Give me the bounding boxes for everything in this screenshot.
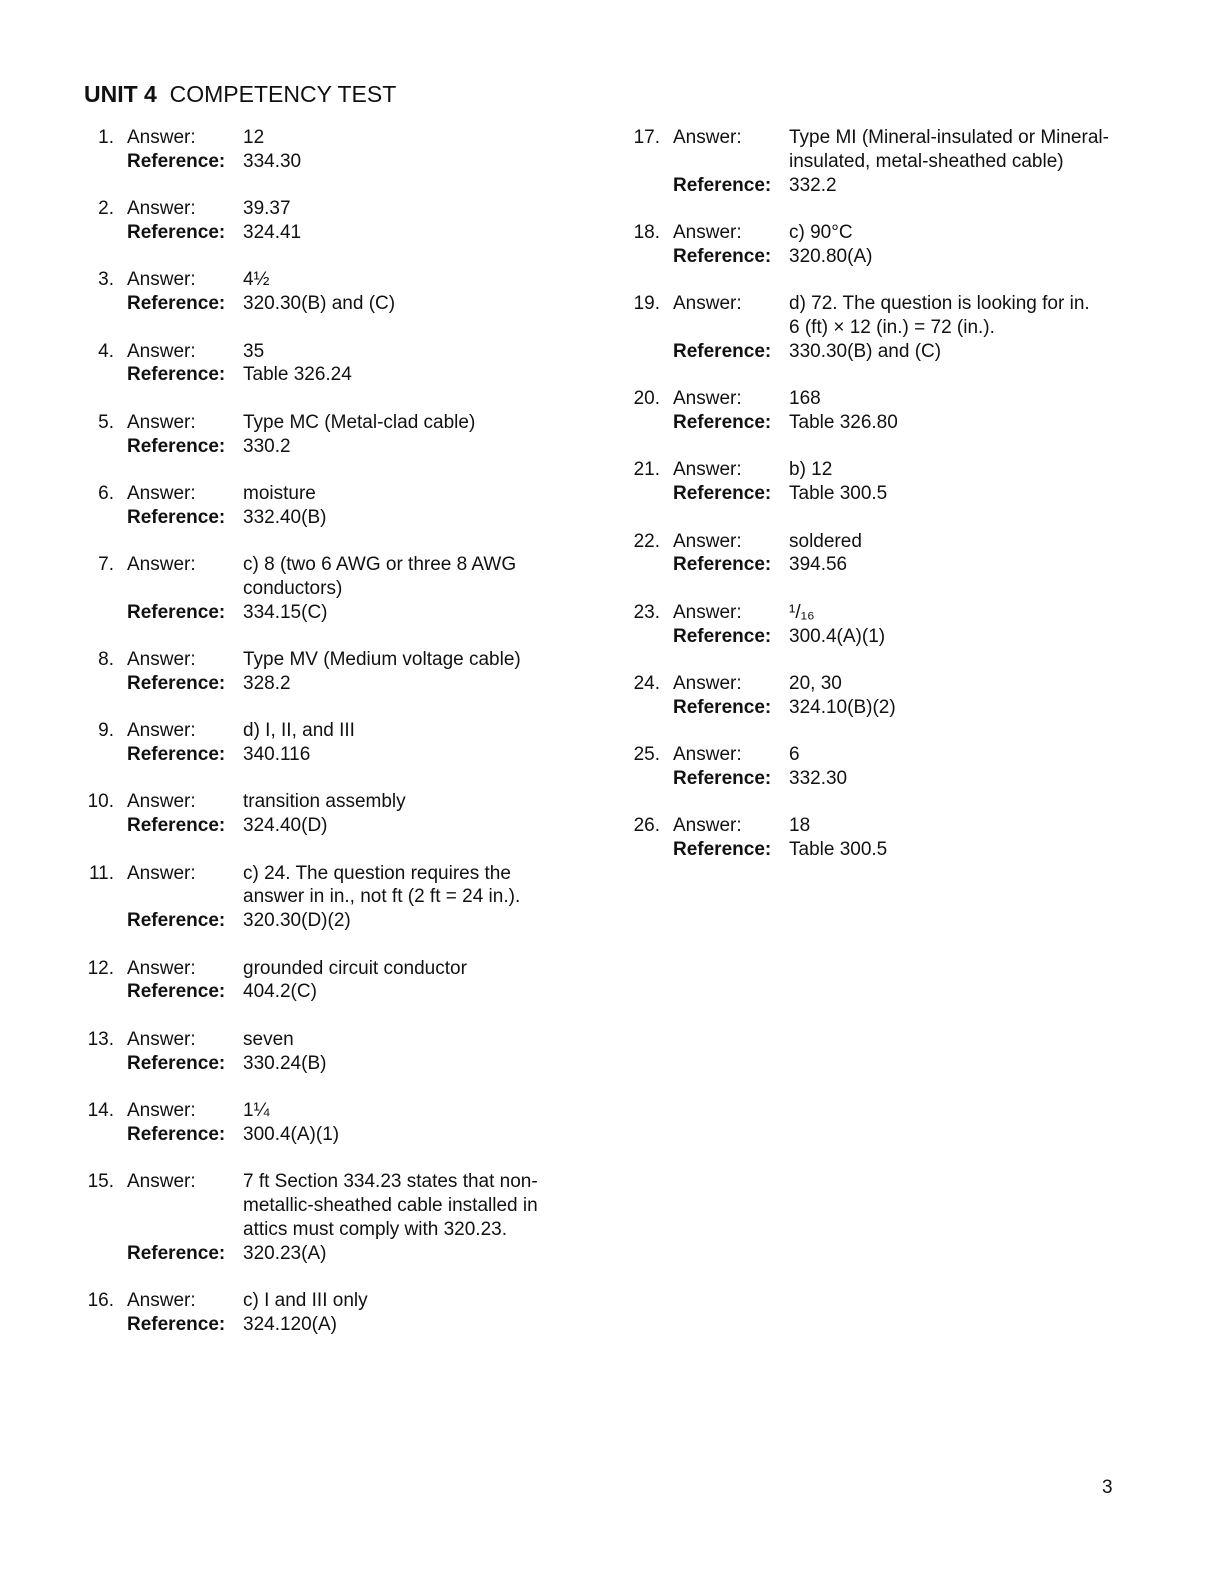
answer-value: d) I, II, and III — [243, 720, 355, 742]
reference-label: Reference: — [127, 221, 226, 243]
answer-label: Answer: — [127, 1171, 196, 1193]
item-number: 3. — [98, 269, 114, 291]
answer-label: Answer: — [673, 127, 742, 148]
reference-value: 300.4(A)(1) — [789, 625, 886, 647]
answer-label: Answer: — [127, 554, 196, 576]
reference-value: 320.80(A) — [789, 245, 873, 267]
item-number: 23. — [633, 601, 660, 623]
answer-row — [80, 268, 580, 292]
answer-label: Answer: — [127, 957, 196, 979]
reference-value: 332.2 — [789, 174, 837, 196]
reference-label: Reference: — [673, 696, 772, 718]
answer-row — [626, 292, 1156, 340]
reference-value: 324.40(D) — [243, 815, 328, 837]
answer-value: seven — [243, 1028, 294, 1050]
reference-value: 324.10(B)(2) — [789, 696, 896, 718]
answer-row — [626, 530, 1156, 554]
answer-item — [626, 221, 1156, 269]
answer-row — [80, 790, 580, 814]
reference-row — [80, 150, 580, 174]
answer-item — [626, 672, 1156, 720]
answer-row — [80, 482, 580, 506]
answer-value: 12 — [243, 127, 265, 148]
reference-row — [80, 221, 580, 245]
reference-row — [80, 909, 580, 933]
answer-label: Answer: — [127, 127, 196, 148]
item-number: 9. — [98, 720, 114, 742]
answer-row — [626, 387, 1156, 411]
answer-label: Answer: — [673, 815, 742, 837]
reference-label: Reference: — [673, 483, 772, 505]
answer-row — [80, 1289, 580, 1313]
answer-label: Answer: — [127, 269, 196, 291]
reference-value: 334.15(C) — [243, 601, 328, 623]
reference-label: Reference: — [673, 839, 772, 861]
reference-row — [626, 340, 1156, 364]
reference-label: Reference: — [127, 910, 226, 932]
answer-item — [80, 1289, 580, 1337]
reference-value: 340.116 — [243, 744, 311, 766]
answer-row — [626, 601, 1156, 625]
reference-value: Table 300.5 — [789, 839, 888, 861]
answer-label: Answer: — [127, 411, 196, 433]
answer-item — [626, 126, 1156, 197]
answer-item — [626, 601, 1156, 649]
answer-value: c) 90°C — [789, 221, 853, 243]
reference-label: Reference: — [673, 625, 772, 647]
answer-value: transition assembly — [243, 791, 406, 813]
reference-value: 330.2 — [243, 435, 291, 457]
reference-label: Reference: — [127, 150, 226, 172]
answer-value: c) I and III only — [243, 1290, 368, 1311]
answer-value: c) 8 (two 6 AWG or three 8 AWG conductors) — [243, 554, 517, 599]
item-number: 2. — [98, 198, 114, 220]
answer-item — [80, 268, 580, 316]
item-number: 25. — [633, 744, 660, 766]
answer-item — [626, 458, 1156, 506]
reference-value: 320.30(D)(2) — [243, 910, 351, 932]
item-number: 21. — [633, 459, 660, 481]
item-number: 22. — [633, 530, 660, 552]
item-number: 19. — [633, 293, 660, 315]
answer-row — [626, 672, 1156, 696]
answer-item — [80, 719, 580, 767]
reference-label: Reference: — [127, 1242, 226, 1264]
reference-row — [626, 767, 1156, 791]
answer-row — [80, 340, 580, 364]
answer-value: 20, 30 — [789, 672, 842, 694]
answer-value: 4½ — [243, 269, 270, 291]
reference-value: 324.120(A) — [243, 1313, 338, 1335]
answer-row — [626, 814, 1156, 838]
reference-row — [80, 814, 580, 838]
answer-row — [626, 458, 1156, 482]
answer-label: Answer: — [127, 1028, 196, 1050]
answer-row — [80, 411, 580, 435]
answer-row — [80, 648, 580, 672]
answer-value: 168 — [789, 388, 821, 410]
reference-value: 320.23(A) — [243, 1242, 327, 1264]
answer-item — [80, 1099, 580, 1147]
answer-label: Answer: — [127, 198, 196, 220]
answer-value: c) 24. The question requires the answer in in., not ft (2 ft = 24 in.). — [243, 862, 521, 908]
answer-value: b) 12 — [789, 459, 833, 481]
answer-label: Answer: — [127, 720, 196, 742]
item-number: 24. — [633, 672, 660, 694]
answer-label: Answer: — [673, 530, 742, 552]
reference-row — [80, 1123, 580, 1147]
reference-row — [626, 174, 1156, 198]
reference-label: Reference: — [673, 554, 772, 576]
item-number: 7. — [98, 554, 114, 576]
answer-item — [80, 126, 580, 174]
answer-label: Answer: — [127, 340, 196, 362]
answer-row — [80, 197, 580, 221]
answer-value: moisture — [243, 482, 316, 504]
answer-item — [80, 1028, 580, 1076]
answer-row — [80, 719, 580, 743]
page-title — [84, 80, 396, 108]
reference-label: Reference: — [127, 364, 226, 386]
reference-label: Reference: — [127, 744, 226, 766]
answer-label: Answer: — [127, 1100, 196, 1122]
answer-item — [80, 482, 580, 530]
reference-row — [626, 411, 1156, 435]
unit-label: UNIT 4 — [84, 81, 157, 107]
answer-item — [80, 862, 580, 933]
item-number: 15. — [87, 1171, 114, 1193]
reference-value: 332.40(B) — [243, 506, 327, 528]
answer-value: soldered — [789, 530, 862, 552]
answer-row — [626, 221, 1156, 245]
answer-row — [80, 1170, 580, 1241]
answer-row — [80, 957, 580, 981]
answer-label: Answer: — [673, 672, 742, 694]
reference-label: Reference: — [127, 1052, 226, 1074]
left-column — [80, 126, 580, 1360]
reference-row — [626, 625, 1156, 649]
reference-label: Reference: — [127, 293, 226, 315]
answer-value: 6 — [789, 744, 800, 766]
answer-value: grounded circuit conductor — [243, 957, 467, 979]
answer-value: 1¼ — [243, 1100, 270, 1122]
reference-row — [80, 672, 580, 696]
reference-row — [626, 245, 1156, 269]
reference-row — [80, 435, 580, 459]
answer-label: Answer: — [127, 1290, 196, 1311]
answer-value: 39.37 — [243, 198, 291, 220]
reference-row — [80, 980, 580, 1004]
answer-value: 18 — [789, 815, 811, 837]
item-number: 14. — [87, 1100, 114, 1122]
answer-label: Answer: — [673, 601, 742, 623]
answer-value: ¹/₁₆ — [789, 601, 815, 623]
answer-item — [626, 530, 1156, 578]
reference-row — [80, 506, 580, 530]
answer-label: Answer: — [673, 459, 742, 481]
reference-row — [80, 292, 580, 316]
answer-label: Answer: — [673, 293, 742, 315]
answer-label: Answer: — [127, 862, 196, 884]
answer-value: Type MI (Mineral-insulated or Mineral- insulated, metal-sheathed cable) — [789, 127, 1109, 172]
answer-label: Answer: — [127, 791, 196, 813]
answer-value: d) 72. The question is looking for in. 6 (ft) × 12 (in.) = 72 (in.). — [789, 293, 1090, 338]
reference-row — [80, 1242, 580, 1266]
reference-value: Table 300.5 — [789, 483, 888, 505]
answer-item — [80, 1170, 580, 1265]
title-text: COMPETENCY TEST — [169, 81, 397, 107]
item-number: 13. — [87, 1028, 114, 1050]
reference-label: Reference: — [673, 245, 772, 267]
reference-value: 300.4(A)(1) — [243, 1123, 340, 1145]
answer-value: Type MC (Metal-clad cable) — [243, 411, 476, 433]
reference-value: 330.24(B) — [243, 1052, 327, 1074]
item-number: 16. — [87, 1290, 114, 1311]
answer-item — [626, 292, 1156, 363]
answer-label: Answer: — [673, 744, 742, 766]
reference-label: Reference: — [673, 411, 772, 433]
reference-label: Reference: — [673, 174, 772, 196]
reference-row — [626, 553, 1156, 577]
reference-label: Reference: — [127, 506, 226, 528]
right-column — [626, 126, 1156, 885]
answer-row — [80, 1028, 580, 1052]
reference-value: 404.2(C) — [243, 981, 317, 1003]
item-number: 4. — [98, 340, 114, 362]
reference-value: 332.30 — [789, 767, 848, 789]
item-number: 11. — [88, 862, 114, 884]
item-number: 18. — [633, 221, 660, 243]
answer-item — [626, 743, 1156, 791]
reference-label: Reference: — [127, 981, 226, 1003]
reference-value: 334.30 — [243, 150, 302, 172]
answer-row — [80, 553, 580, 601]
answer-value: Type MV (Medium voltage cable) — [243, 649, 521, 671]
reference-label: Reference: — [127, 672, 226, 694]
item-number: 6. — [98, 482, 114, 504]
reference-row — [80, 1052, 580, 1076]
reference-value: 330.30(B) and (C) — [789, 340, 942, 362]
reference-row — [80, 1313, 580, 1337]
answer-item — [80, 957, 580, 1005]
reference-row — [80, 601, 580, 625]
item-number: 17. — [633, 127, 660, 148]
answer-item — [626, 814, 1156, 862]
answer-row — [626, 126, 1156, 174]
item-number: 10. — [87, 791, 114, 813]
reference-label: Reference: — [673, 767, 772, 789]
answer-item — [80, 411, 580, 459]
answer-item — [80, 340, 580, 388]
item-number: 12. — [87, 957, 114, 979]
reference-row — [626, 482, 1156, 506]
answer-row — [80, 862, 580, 910]
reference-label: Reference: — [127, 815, 226, 837]
reference-value: 328.2 — [243, 672, 291, 694]
answer-label: Answer: — [127, 482, 196, 504]
page-number: 3 — [1102, 1477, 1113, 1498]
reference-value: Table 326.80 — [789, 411, 898, 433]
reference-value: Table 326.24 — [243, 364, 352, 386]
item-number: 26. — [633, 815, 660, 837]
answer-row — [626, 743, 1156, 767]
answer-item — [80, 790, 580, 838]
reference-label: Reference: — [127, 601, 226, 623]
answer-label: Answer: — [673, 388, 742, 410]
item-number: 8. — [98, 649, 114, 671]
answer-label: Answer: — [673, 221, 742, 243]
item-number: 1. — [98, 127, 114, 148]
reference-row — [80, 363, 580, 387]
answer-item — [626, 387, 1156, 435]
item-number: 5. — [98, 411, 114, 433]
item-number: 20. — [633, 388, 660, 410]
reference-row — [80, 743, 580, 767]
answer-item — [80, 197, 580, 245]
reference-label: Reference: — [673, 340, 772, 362]
reference-row — [626, 838, 1156, 862]
reference-value: 394.56 — [789, 554, 848, 576]
answer-value: 7 ft Section 334.23 states that non- metallic-sheathed cable installed in attics must comply with 320.23. — [243, 1171, 538, 1240]
reference-row — [626, 696, 1156, 720]
answer-item — [80, 648, 580, 696]
reference-value: 324.41 — [243, 221, 302, 243]
reference-label: Reference: — [127, 1123, 226, 1145]
answer-row — [80, 126, 580, 150]
answer-label: Answer: — [127, 649, 196, 671]
reference-label: Reference: — [127, 1313, 226, 1335]
reference-value: 320.30(B) and (C) — [243, 293, 396, 315]
answer-value: 35 — [243, 340, 265, 362]
answer-item — [80, 553, 580, 624]
answer-row — [80, 1099, 580, 1123]
reference-label: Reference: — [127, 435, 226, 457]
